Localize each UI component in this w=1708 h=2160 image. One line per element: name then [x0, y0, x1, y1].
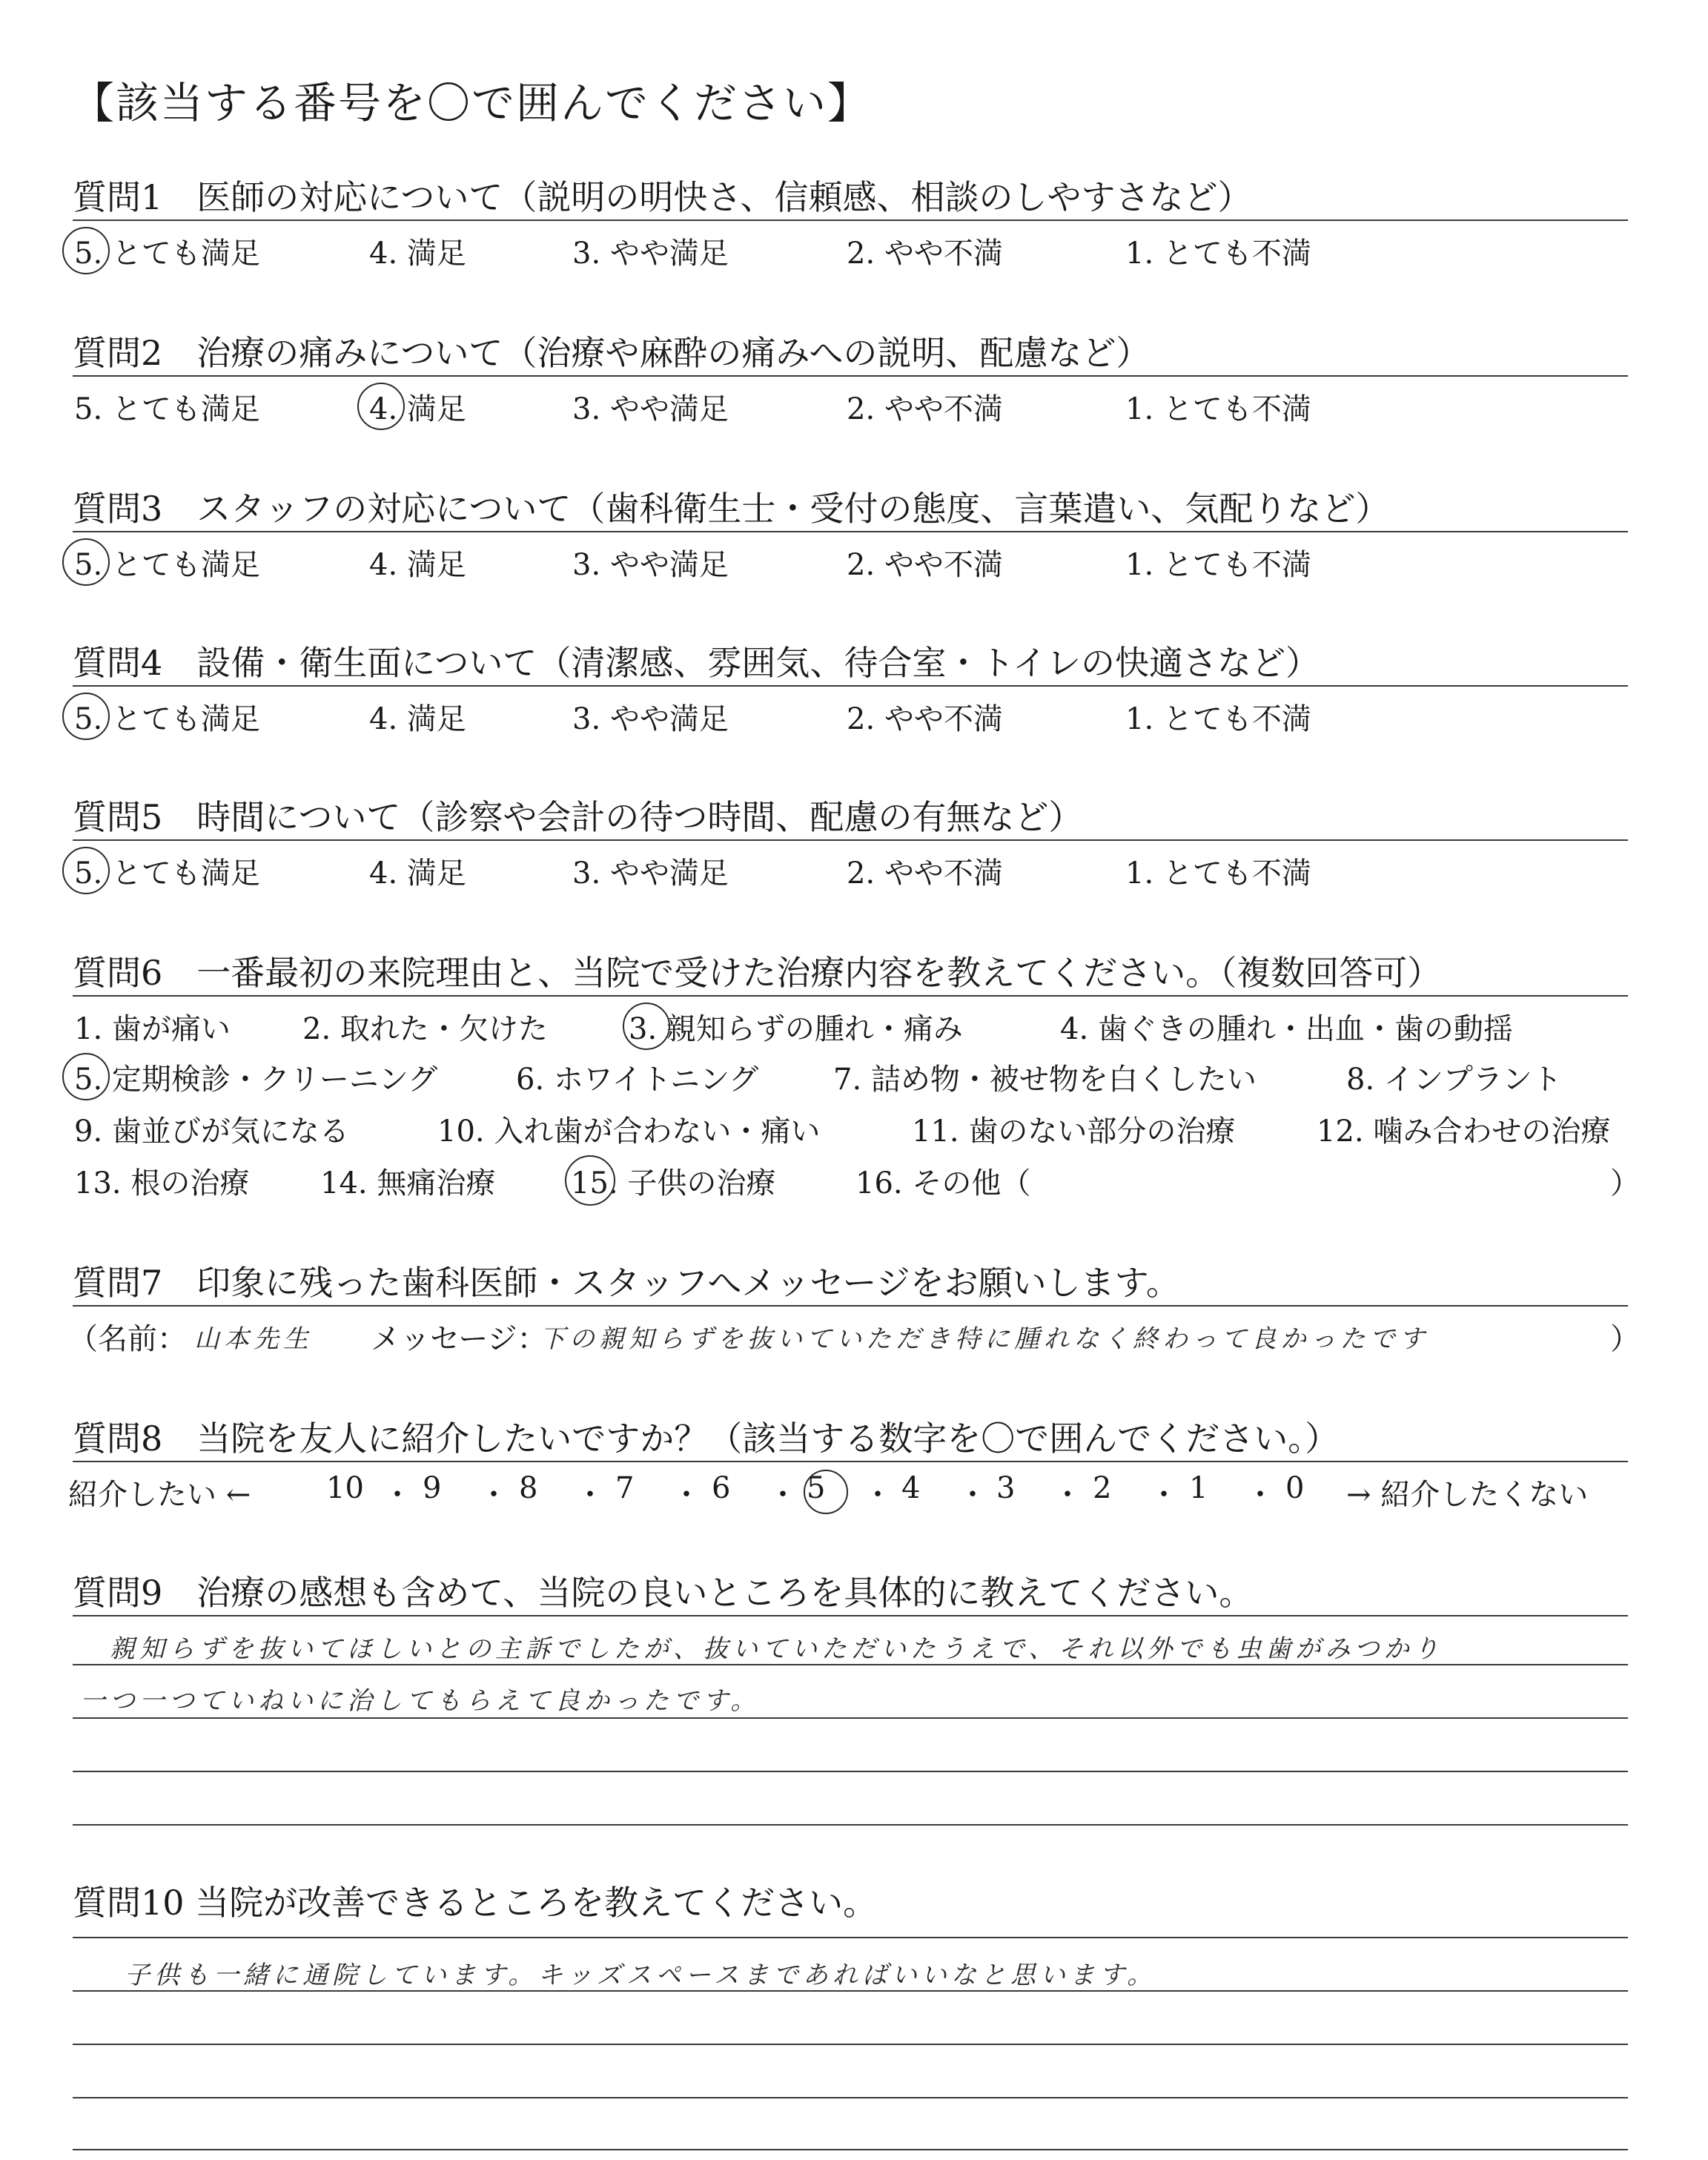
question-8-scale-1[interactable]: 1 — [1189, 1471, 1208, 1505]
question-3-underline — [73, 531, 1628, 532]
question-1-option-2[interactable]: 2. やや不満 — [847, 237, 1003, 271]
question-2-option-3[interactable]: 3. やや満足 — [572, 392, 729, 426]
question-5-option-4[interactable]: 4. 満足 — [369, 856, 466, 891]
question-4-option-5[interactable]: 5. とても満足 — [74, 702, 260, 736]
question-8-underline — [73, 1461, 1628, 1462]
question-8-scale-3[interactable]: 3 — [996, 1471, 1016, 1505]
question-1-option-3[interactable]: 3. やや満足 — [572, 237, 729, 271]
question-9-writing-line-4 — [73, 1771, 1628, 1772]
question-3-option-5[interactable]: 5. とても満足 — [74, 548, 260, 582]
question-6-option[interactable]: 11. 歯のない部分の治療 — [912, 1114, 1236, 1149]
question-2-option-5[interactable]: 5. とても満足 — [74, 392, 260, 426]
question-1-option-4[interactable]: 4. 満足 — [369, 237, 466, 271]
question-8-scale-5[interactable]: 5 — [807, 1471, 826, 1505]
question-6-option[interactable]: 9. 歯並びが気になる — [74, 1114, 349, 1149]
question-9-title: 質問9 治療の感想も含めて、当院の良いところを具体的に教えてください。 — [73, 1573, 1254, 1613]
question-2-option-1[interactable]: 1. とても不満 — [1125, 392, 1311, 426]
question-6-option[interactable]: 2. 取れた・欠けた — [302, 1012, 548, 1046]
question-5-answer-circle[interactable] — [62, 847, 110, 894]
question-9-answer-line-2[interactable]: 一つ一つていねいに治してもらえて良かったです。 — [80, 1686, 761, 1716]
question-6-option[interactable]: 12. 噛み合わせの治療 — [1317, 1114, 1611, 1149]
question-9-answer-line-1[interactable]: 親知らずを抜いてほしいとの主訴でしたが、抜いていただいたうえで、それ以外でも虫歯がみつかり — [110, 1634, 1443, 1664]
question-7-name-label: （名前： — [68, 1322, 187, 1356]
question-5-option-2[interactable]: 2. やや不満 — [847, 856, 1003, 891]
question-4-option-2[interactable]: 2. やや不満 — [847, 702, 1003, 736]
question-8-scale-separator: ・ — [1245, 1478, 1275, 1512]
question-3-option-3[interactable]: 3. やや満足 — [572, 548, 729, 582]
question-8-scale-separator: ・ — [958, 1478, 987, 1512]
question-8-scale-0[interactable]: 0 — [1285, 1471, 1305, 1505]
question-2-underline — [73, 375, 1628, 377]
question-5-option-1[interactable]: 1. とても不満 — [1125, 856, 1311, 891]
question-10-writing-line-4 — [73, 2097, 1628, 2098]
question-5-underline — [73, 839, 1628, 841]
question-4-option-4[interactable]: 4. 満足 — [369, 702, 466, 736]
question-4-option-3[interactable]: 3. やや満足 — [572, 702, 729, 736]
question-1-title: 質問1 医師の対応について（説明の明快さ、信頼感、相談のしやすさなど） — [73, 177, 1252, 217]
question-10-title: 質問10 当院が改善できるところを教えてください。 — [73, 1883, 878, 1923]
question-6-other-close-paren: ） — [1610, 1166, 1640, 1200]
question-2-option-4[interactable]: 4. 満足 — [369, 392, 466, 426]
question-4-underline — [73, 685, 1628, 687]
question-8-scale-separator: ・ — [768, 1478, 798, 1512]
question-3-option-4[interactable]: 4. 満足 — [369, 548, 466, 582]
question-5-option-3[interactable]: 3. やや満足 — [572, 856, 729, 891]
question-6-answer-circle-5[interactable] — [62, 1053, 110, 1100]
question-8-scale-9[interactable]: 9 — [423, 1471, 442, 1505]
question-7-message-value[interactable]: 下の親知らずを抜いていただき特に腫れなく終わって良かったです — [540, 1324, 1429, 1354]
question-6-option[interactable]: 10. 入れ歯が合わない・痛い — [437, 1114, 821, 1149]
question-7-close-paren: ） — [1610, 1322, 1640, 1356]
question-2-title: 質問2 治療の痛みについて（治療や麻酔の痛みへの説明、配慮など） — [73, 333, 1151, 373]
question-10-writing-line-5 — [73, 2149, 1628, 2150]
question-6-option[interactable]: 14. 無痛治療 — [320, 1166, 496, 1200]
question-6-option[interactable]: 4. 歯ぐきの腫れ・出血・歯の動揺 — [1060, 1012, 1513, 1046]
question-8-scale-8[interactable]: 8 — [519, 1471, 538, 1505]
question-6-option[interactable]: 3. 親知らずの腫れ・痛み — [629, 1012, 963, 1046]
question-2-option-2[interactable]: 2. やや不満 — [847, 392, 1003, 426]
question-7-underline — [73, 1305, 1628, 1307]
question-7-message-label: メッセージ： — [371, 1322, 547, 1356]
question-10-writing-line-3 — [73, 2044, 1628, 2045]
question-4-answer-circle[interactable] — [62, 693, 110, 740]
question-6-option[interactable]: 1. 歯が痛い — [74, 1012, 231, 1046]
question-4-title: 質問4 設備・衛生面について（清潔感、雰囲気、待合室・トイレの快適さなど） — [73, 643, 1320, 683]
question-6-option[interactable]: 7. 詰め物・被せ物を白くしたい — [833, 1063, 1257, 1097]
question-8-answer-circle[interactable] — [804, 1470, 848, 1514]
question-3-answer-circle[interactable] — [62, 538, 110, 586]
question-7-title: 質問7 印象に残った歯科医師・スタッフへメッセージをお願いします。 — [73, 1263, 1180, 1303]
question-8-scale-separator: ・ — [479, 1478, 509, 1512]
page-title: 【該当する番号を〇で囲んでください】 — [71, 78, 873, 128]
question-9-writing-line-3 — [73, 1717, 1628, 1719]
question-3-option-1[interactable]: 1. とても不満 — [1125, 548, 1311, 582]
question-6-option[interactable]: 16. その他（ — [855, 1166, 1031, 1200]
question-1-option-5[interactable]: 5. とても満足 — [74, 237, 260, 271]
question-6-answer-circle-15[interactable] — [565, 1155, 615, 1206]
question-6-option[interactable]: 6. ホワイトニング — [516, 1063, 759, 1097]
question-6-answer-circle-3[interactable] — [623, 1003, 670, 1050]
question-8-scale-separator: ・ — [863, 1478, 893, 1512]
question-5-title: 質問5 時間について（診察や会計の待つ時間、配慮の有無など） — [73, 797, 1083, 837]
question-3-title: 質問3 スタッフの対応について（歯科衛生士・受付の態度、言葉遣い、気配りなど） — [73, 489, 1390, 529]
question-6-title: 質問6 一番最初の来院理由と、当院で受けた治療内容を教えてください。（複数回答可） — [73, 953, 1442, 993]
question-7-name-value[interactable]: 山本先生 — [194, 1324, 313, 1354]
question-5-option-5[interactable]: 5. とても満足 — [74, 856, 260, 891]
question-1-option-1[interactable]: 1. とても不満 — [1125, 237, 1311, 271]
question-4-option-1[interactable]: 1. とても不満 — [1125, 702, 1311, 736]
question-9-writing-line-1 — [73, 1615, 1628, 1616]
question-8-scale-10[interactable]: 10 — [326, 1471, 364, 1505]
question-10-answer-line-1[interactable]: 子供も一緒に通院しています。キッズスペースまであればいいなと思います。 — [125, 1961, 1157, 1990]
question-1-answer-circle[interactable] — [62, 227, 110, 274]
question-10-writing-line-1 — [73, 1937, 1628, 1938]
question-6-underline — [73, 995, 1628, 997]
question-8-left-label: 紹介したい ← — [68, 1478, 251, 1512]
question-6-option[interactable]: 13. 根の治療 — [74, 1166, 250, 1200]
question-3-option-2[interactable]: 2. やや不満 — [847, 548, 1003, 582]
question-8-scale-2[interactable]: 2 — [1093, 1471, 1112, 1505]
question-8-scale-separator: ・ — [1053, 1478, 1082, 1512]
question-2-answer-circle[interactable] — [357, 383, 405, 430]
question-6-option[interactable]: 8. インプラント — [1346, 1063, 1562, 1097]
question-8-scale-separator: ・ — [383, 1478, 412, 1512]
question-8-scale-separator: ・ — [672, 1478, 701, 1512]
question-8-scale-4[interactable]: 4 — [901, 1471, 921, 1505]
question-6-option[interactable]: 15. 子供の治療 — [571, 1166, 776, 1200]
question-1-underline — [73, 219, 1628, 221]
question-8-title: 質問8 当院を友人に紹介したいですか？（該当する数字を〇で囲んでください。） — [73, 1418, 1340, 1459]
question-9-writing-line-5 — [73, 1824, 1628, 1826]
question-8-scale-separator: ・ — [575, 1478, 605, 1512]
question-8-scale-6[interactable]: 6 — [712, 1471, 731, 1505]
question-6-option[interactable]: 5. 定期検診・クリーニング — [74, 1063, 438, 1097]
question-8-right-label: → 紹介したくない — [1346, 1478, 1589, 1512]
question-8-scale-7[interactable]: 7 — [615, 1471, 635, 1505]
question-8-scale-separator: ・ — [1149, 1478, 1179, 1512]
